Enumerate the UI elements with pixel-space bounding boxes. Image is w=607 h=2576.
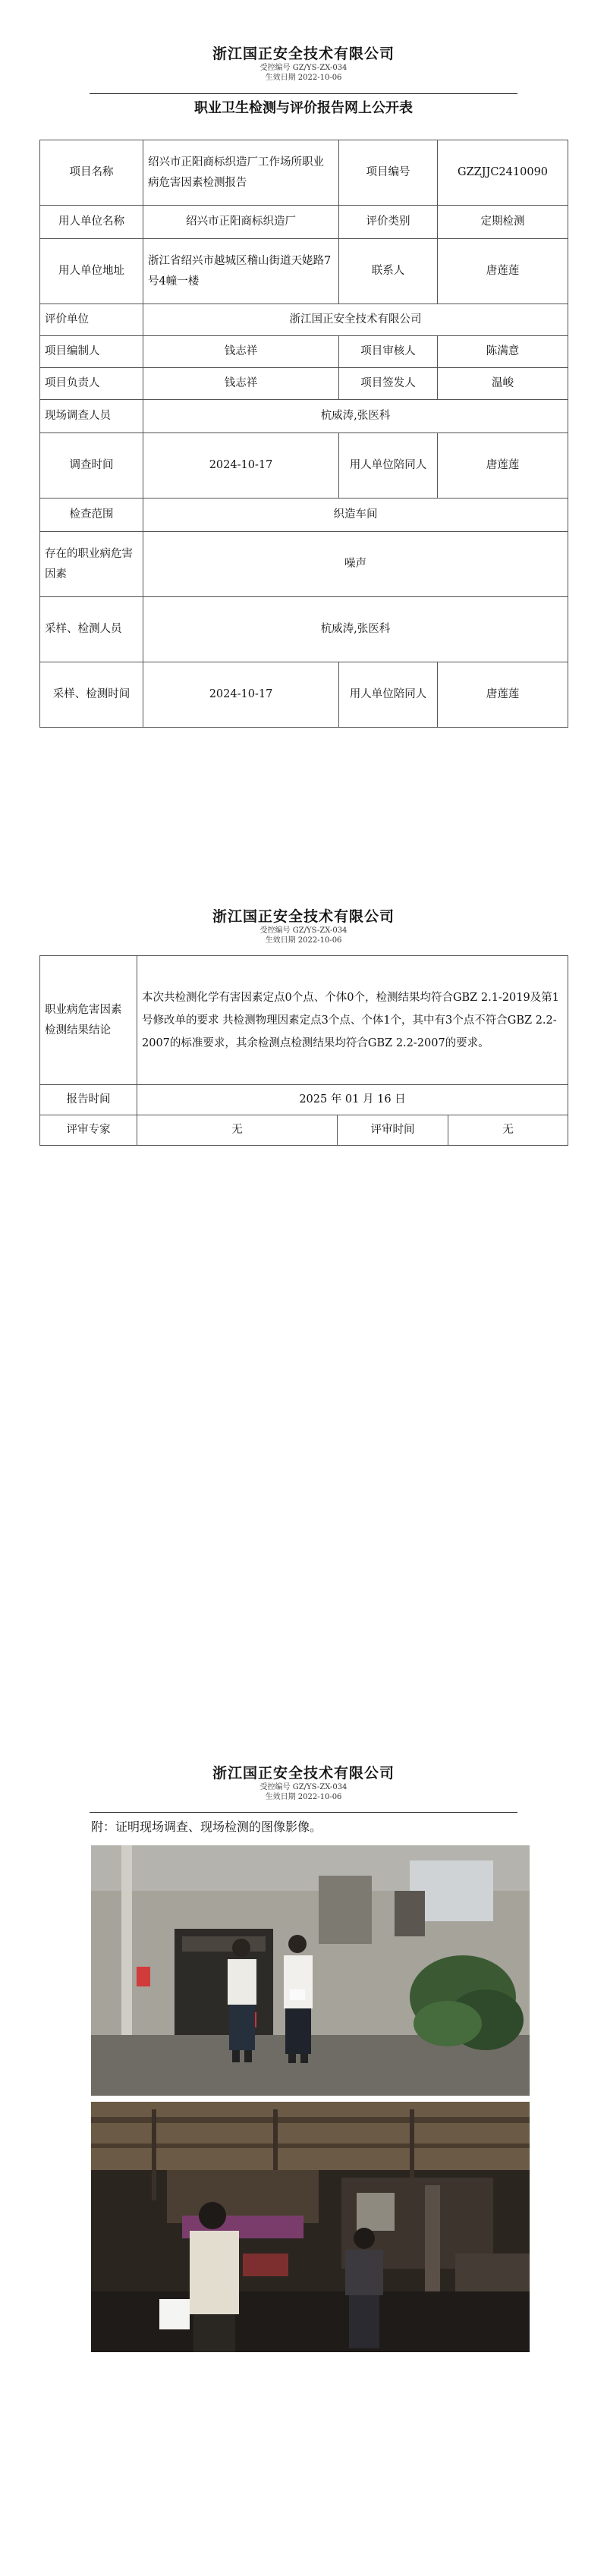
employer-value: 绍兴市正阳商标织造厂 xyxy=(143,206,339,239)
conclusion-value: 本次共检测化学有害因素定点0个点、个体0个，检测结果均符合GBZ 2.1-2019及第1号修改单的要求 共检测物理因素定点3个点、个体1个，其中有3个点不符合GBZ 2.2-2007的标准要求，其余检测点检测结果均符合GBZ 2.2-2007的要求。 xyxy=(137,956,568,1085)
company-name: 浙江国正安全技术有限公司 xyxy=(212,46,395,62)
table-row xyxy=(40,368,568,400)
samplers-value: 杭威涛,张医科 xyxy=(143,597,568,662)
effective-date: 生效日期 2022-10-06 xyxy=(265,1793,342,1801)
table-row xyxy=(40,140,568,206)
employer-label: 用人单位名称 xyxy=(40,206,143,239)
table-row xyxy=(40,336,568,368)
investigators-label: 现场调查人员 xyxy=(40,400,143,433)
review-time-value: 无 xyxy=(448,1115,568,1146)
issuer-value: 温峻 xyxy=(438,368,568,400)
sampling-time-value: 2024-10-17 xyxy=(143,662,339,728)
report-title: 职业卫生检测与评价报告网上公开表 xyxy=(194,100,413,116)
compiler-label: 项目编制人 xyxy=(40,336,143,368)
address-value: 浙江省绍兴市越城区稽山街道天姥路7号4幢一楼 xyxy=(143,239,339,304)
project-no-value: GZZJJC2410090 xyxy=(438,140,568,206)
issuer-label: 项目签发人 xyxy=(339,368,438,400)
table-row xyxy=(40,956,568,1085)
hazards-label: 存在的职业病危害因素 xyxy=(40,532,143,597)
control-number: 受控编号 GZ/YS-ZX-034 xyxy=(259,926,348,935)
sampling-time-label: 采样、检测时间 xyxy=(40,662,143,728)
review-time-label: 评审时间 xyxy=(338,1115,448,1146)
table-row xyxy=(40,206,568,239)
survey-time-value: 2024-10-17 xyxy=(143,433,339,499)
table-row xyxy=(40,433,568,499)
scope-label: 检查范围 xyxy=(40,499,143,532)
expert-label: 评审专家 xyxy=(40,1115,137,1146)
site-survey-photo xyxy=(91,1845,530,2096)
company-name: 浙江国正安全技术有限公司 xyxy=(212,908,395,925)
table-row xyxy=(40,1085,568,1115)
survey-time-label: 调查时间 xyxy=(40,433,143,499)
table-row xyxy=(40,239,568,304)
scope-value: 织造车间 xyxy=(143,499,568,532)
contact-label: 联系人 xyxy=(339,239,438,304)
control-number: 受控编号 GZ/YS-ZX-034 xyxy=(259,1783,348,1791)
control-number: 受控编号 GZ/YS-ZX-034 xyxy=(259,64,348,72)
table-row xyxy=(40,400,568,433)
table-row xyxy=(40,662,568,728)
eval-type-label: 评价类别 xyxy=(339,206,438,239)
attachment-note: 附：证明现场调查、现场检测的图像影像。 xyxy=(91,1820,322,1834)
expert-value: 无 xyxy=(137,1115,338,1146)
project-no-label: 项目编号 xyxy=(339,140,438,206)
hazards-value: 噪声 xyxy=(143,532,568,597)
report-time-value: 2025 年 01 月 16 日 xyxy=(137,1085,568,1115)
table-row xyxy=(40,304,568,336)
conclusion-label: 职业病危害因素检测结果结论 xyxy=(40,956,137,1085)
eval-type-value: 定期检测 xyxy=(438,206,568,239)
table-row xyxy=(40,597,568,662)
leader-value: 钱志祥 xyxy=(143,368,339,400)
effective-date: 生效日期 2022-10-06 xyxy=(265,74,342,82)
samplers-label: 采样、检测人员 xyxy=(40,597,143,662)
project-name-label: 项目名称 xyxy=(40,140,143,206)
address-label: 用人单位地址 xyxy=(40,239,143,304)
table-row xyxy=(40,1115,568,1146)
escort1-label: 用人单位陪同人 xyxy=(339,433,438,499)
conclusion-table xyxy=(39,955,568,1146)
page2-header xyxy=(0,905,607,945)
escort1-value: 唐莲莲 xyxy=(438,433,568,499)
site-inspection-photo xyxy=(91,2102,530,2352)
investigators-value: 杭威涛,张医科 xyxy=(143,400,568,433)
page3-header xyxy=(0,1762,607,1802)
disclosure-table xyxy=(39,140,568,728)
project-name-value: 绍兴市正阳商标织造厂工作场所职业病危害因素检测报告 xyxy=(143,140,339,206)
table-row xyxy=(40,499,568,532)
contact-value: 唐莲莲 xyxy=(438,239,568,304)
eval-unit-value: 浙江国正安全技术有限公司 xyxy=(143,304,568,336)
page1-header xyxy=(0,42,607,83)
report-time-label: 报告时间 xyxy=(40,1085,137,1115)
compiler-value: 钱志祥 xyxy=(143,336,339,368)
company-name: 浙江国正安全技术有限公司 xyxy=(212,1765,395,1782)
escort2-label: 用人单位陪同人 xyxy=(339,662,438,728)
header-rule xyxy=(90,93,517,94)
eval-unit-label: 评价单位 xyxy=(40,304,143,336)
header-rule xyxy=(90,1812,517,1813)
table-row xyxy=(40,532,568,597)
escort2-value: 唐莲莲 xyxy=(438,662,568,728)
reviewer-label: 项目审核人 xyxy=(339,336,438,368)
effective-date: 生效日期 2022-10-06 xyxy=(265,936,342,945)
leader-label: 项目负责人 xyxy=(40,368,143,400)
reviewer-value: 陈满意 xyxy=(438,336,568,368)
